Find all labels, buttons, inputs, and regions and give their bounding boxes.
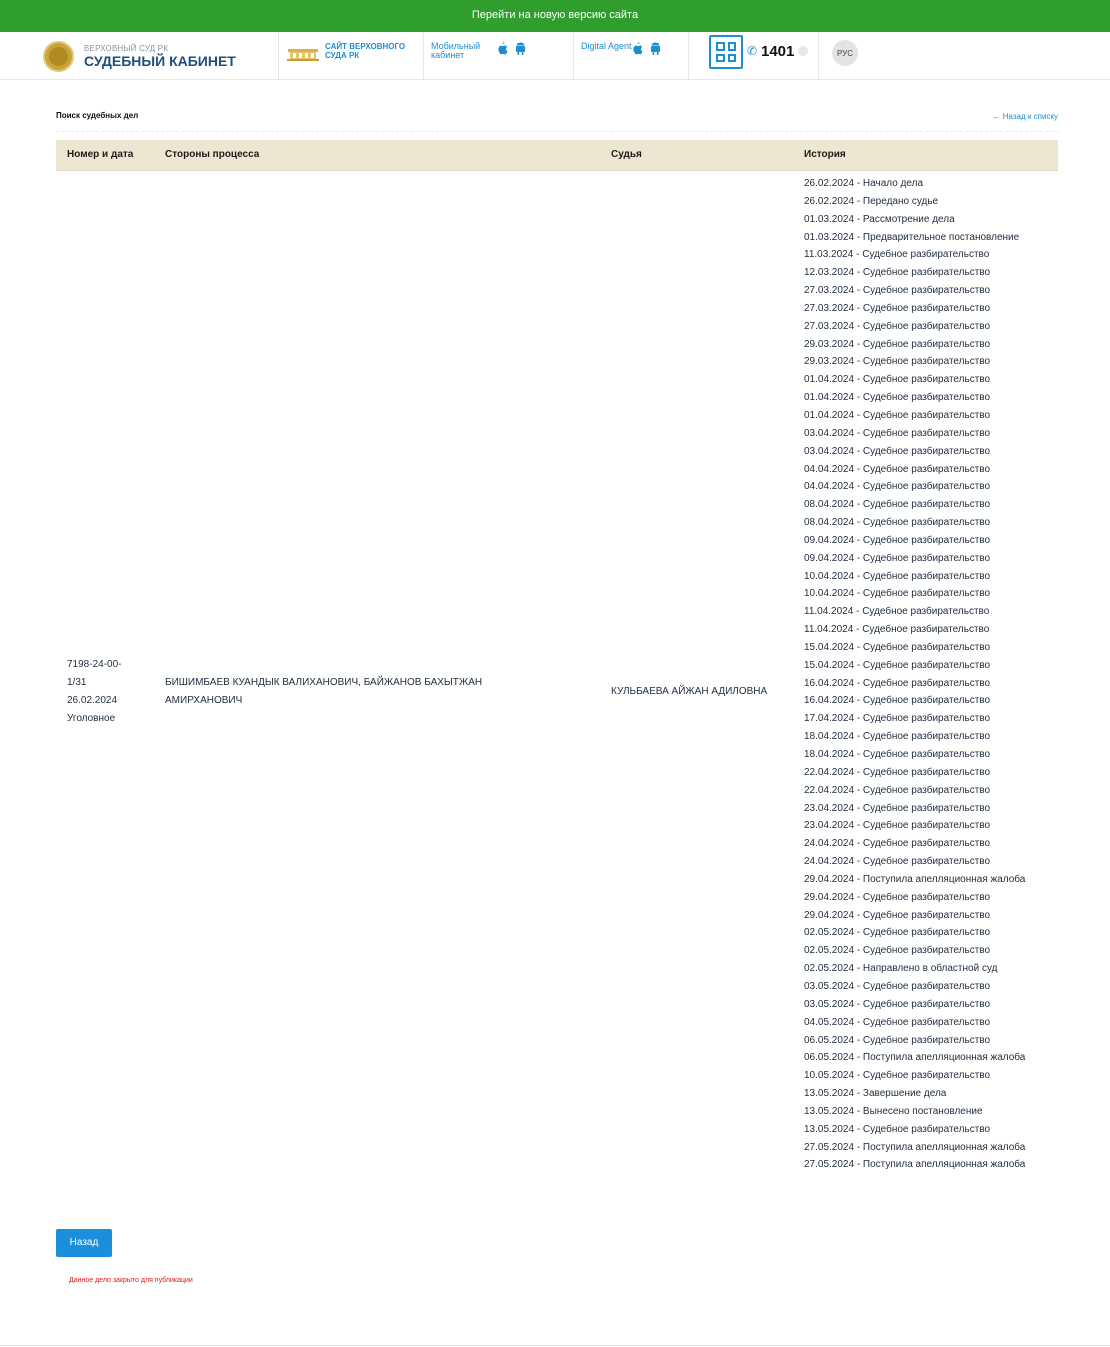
- case-judge: КУЛЬБАЕВА АЙЖАН АДИЛОВНА: [611, 686, 768, 697]
- history-item: 16.04.2024 - Судебное разбирательство: [804, 695, 991, 707]
- contact-section: [688, 32, 818, 80]
- mobile-cabinet: [423, 32, 573, 80]
- court-building-icon: [287, 45, 319, 61]
- history-item: 16.04.2024 - Судебное разбирательство: [804, 677, 991, 689]
- history-item: 24.04.2024 - Судебное разбирательство: [804, 838, 991, 850]
- closed-case-notice: Данное дело закрыто для публикации: [69, 1277, 193, 1284]
- history-item: 26.02.2024 - Начало дела: [804, 178, 924, 189]
- history-item: 29.04.2024 - Поступила апелляционная жалоба: [804, 873, 1026, 885]
- footer-divider: [0, 1345, 1110, 1346]
- history-item: 11.03.2024 - Судебное разбирательство: [804, 249, 990, 261]
- history-item: 09.04.2024 - Судебное разбирательство: [804, 534, 991, 546]
- info-icon[interactable]: [798, 46, 808, 56]
- breadcrumb: [56, 106, 1058, 132]
- case-number: 7198-24-00-1/31: [67, 659, 122, 688]
- site-header: [0, 32, 1110, 80]
- history-item: 04.04.2024 - Судебное разбирательство: [804, 463, 991, 475]
- history-item: 24.04.2024 - Судебное разбирательство: [804, 856, 991, 868]
- history-item: 06.05.2024 - Судебное разбирательство: [804, 1034, 991, 1046]
- history-item: 29.03.2024 - Судебное разбирательство: [804, 356, 991, 368]
- history-item: 13.05.2024 - Судебное разбирательство: [804, 1123, 991, 1135]
- history-item: 29.03.2024 - Судебное разбирательство: [804, 338, 991, 350]
- history-item: 22.04.2024 - Судебное разбирательство: [804, 766, 991, 778]
- history-item: 27.05.2024 - Поступила апелляционная жалоба: [804, 1141, 1026, 1153]
- history-item: 26.02.2024 - Передано судье: [804, 195, 939, 207]
- phone-number[interactable]: 1401: [761, 43, 795, 60]
- case-parties: БИШИМБАЕВ КУАНДЫК ВАЛИХАНОВИЧ, БАЙЖАНОВ БАХЫТЖАН АМИРХАНОВИЧ: [165, 677, 483, 706]
- history-item: 27.05.2024 - Поступила апелляционная жалоба: [804, 1159, 1026, 1171]
- history-item: 13.05.2024 - Завершение дела: [804, 1088, 947, 1100]
- column-header-judge: Судья: [611, 149, 642, 160]
- history-item: 03.04.2024 - Судебное разбирательство: [804, 445, 991, 457]
- history-item: 12.03.2024 - Судебное разбирательство: [804, 267, 991, 279]
- history-item: 02.05.2024 - Судебное разбирательство: [804, 927, 991, 939]
- history-item: 08.04.2024 - Судебное разбирательство: [804, 517, 991, 529]
- history-item: 03.05.2024 - Судебное разбирательство: [804, 980, 991, 992]
- history-item: 02.05.2024 - Направлено в областной суд: [804, 963, 998, 975]
- court-emblem-icon: [43, 41, 74, 72]
- history-item: 18.04.2024 - Судебное разбирательство: [804, 731, 991, 743]
- new-version-banner: [0, 0, 1110, 32]
- case-number-cell: [67, 656, 137, 728]
- history-item: 04.05.2024 - Судебное разбирательство: [804, 1016, 991, 1028]
- new-version-link[interactable]: Перейти на новую версию сайта: [471, 9, 639, 21]
- history-item: 10.04.2024 - Судебное разбирательство: [804, 588, 991, 600]
- history-item: 18.04.2024 - Судебное разбирательство: [804, 749, 991, 760]
- phone-icon: ✆: [747, 44, 758, 58]
- history-item: 10.04.2024 - Судебное разбирательство: [804, 570, 991, 582]
- supreme-court-site-link[interactable]: [278, 32, 423, 80]
- back-to-list-link[interactable]: ← Назад к списку: [992, 112, 1058, 121]
- history-item: 17.04.2024 - Судебное разбирательство: [804, 713, 991, 725]
- back-button[interactable]: Назад: [56, 1229, 112, 1257]
- brand-subtitle: ВЕРХОВНЫЙ СУД РК: [84, 43, 169, 53]
- history-item: 29.04.2024 - Судебное разбирательство: [804, 909, 991, 921]
- apple-icon[interactable]: [496, 41, 508, 55]
- qr-code-icon[interactable]: [709, 35, 743, 69]
- language-section: [818, 32, 878, 80]
- digital-agent: [573, 32, 688, 80]
- page-title: Поиск судебных дел: [56, 111, 139, 120]
- history-item: 01.04.2024 - Судебное разбирательство: [804, 392, 991, 404]
- history-item: 04.04.2024 - Судебное разбирательство: [804, 481, 991, 493]
- history-item: 03.04.2024 - Судебное разбирательство: [804, 427, 991, 439]
- history-item: 09.04.2024 - Судебное разбирательство: [804, 552, 991, 564]
- site-link-label: САЙТ ВЕРХОВНОГО СУДА РК: [325, 42, 406, 60]
- android-icon[interactable]: [514, 41, 526, 55]
- apple-icon[interactable]: [631, 41, 643, 55]
- table-row: [56, 170, 1058, 1212]
- history-item: 02.05.2024 - Судебное разбирательство: [804, 945, 991, 957]
- history-item: 29.04.2024 - Судебное разбирательство: [804, 891, 991, 903]
- history-item: 10.05.2024 - Судебное разбирательство: [804, 1070, 991, 1082]
- brand-logo[interactable]: [43, 37, 236, 75]
- history-item: 22.04.2024 - Судебное разбирательство: [804, 784, 991, 796]
- case-type: Уголовное: [67, 713, 116, 724]
- table-header: [56, 140, 1058, 170]
- history-item: 08.04.2024 - Судебное разбирательство: [804, 499, 991, 511]
- history-item: 11.04.2024 - Судебное разбирательство: [804, 624, 990, 636]
- digital-agent-label: Digital Agent: [581, 41, 632, 51]
- android-icon[interactable]: [649, 41, 661, 55]
- history-item: 23.04.2024 - Судебное разбирательство: [804, 820, 991, 832]
- history-item: 01.04.2024 - Судебное разбирательство: [804, 374, 991, 386]
- history-item: 01.03.2024 - Предварительное постановление: [804, 231, 1020, 243]
- column-header-history: История: [804, 149, 846, 160]
- history-item: 15.04.2024 - Судебное разбирательство: [804, 659, 991, 671]
- language-switcher[interactable]: РУС: [832, 40, 858, 66]
- history-item: 15.04.2024 - Судебное разбирательство: [804, 641, 991, 653]
- case-history-list: [804, 175, 1056, 1174]
- history-item: 27.03.2024 - Судебное разбирательство: [804, 285, 991, 297]
- history-item: 27.03.2024 - Судебное разбирательство: [804, 302, 991, 314]
- history-item: 06.05.2024 - Поступила апелляционная жалоба: [804, 1052, 1026, 1064]
- column-header-parties: Стороны процесса: [165, 149, 260, 160]
- case-date: 26.02.2024: [67, 695, 118, 706]
- history-item: 03.05.2024 - Судебное разбирательство: [804, 998, 991, 1010]
- history-item: 01.04.2024 - Судебное разбирательство: [804, 409, 991, 421]
- history-item: 27.03.2024 - Судебное разбирательство: [804, 320, 991, 332]
- column-header-number: Номер и дата: [67, 149, 134, 160]
- case-table: [56, 140, 1058, 1212]
- history-item: 13.05.2024 - Вынесено постановление: [804, 1105, 983, 1117]
- brand-title: СУДЕБНЫЙ КАБИНЕТ: [84, 52, 236, 69]
- history-item: 01.03.2024 - Рассмотрение дела: [804, 213, 955, 225]
- history-item: 11.04.2024 - Судебное разбирательство: [804, 606, 990, 618]
- history-item: 23.04.2024 - Судебное разбирательство: [804, 802, 991, 814]
- mobile-cabinet-label: Мобильный кабинет: [431, 41, 481, 60]
